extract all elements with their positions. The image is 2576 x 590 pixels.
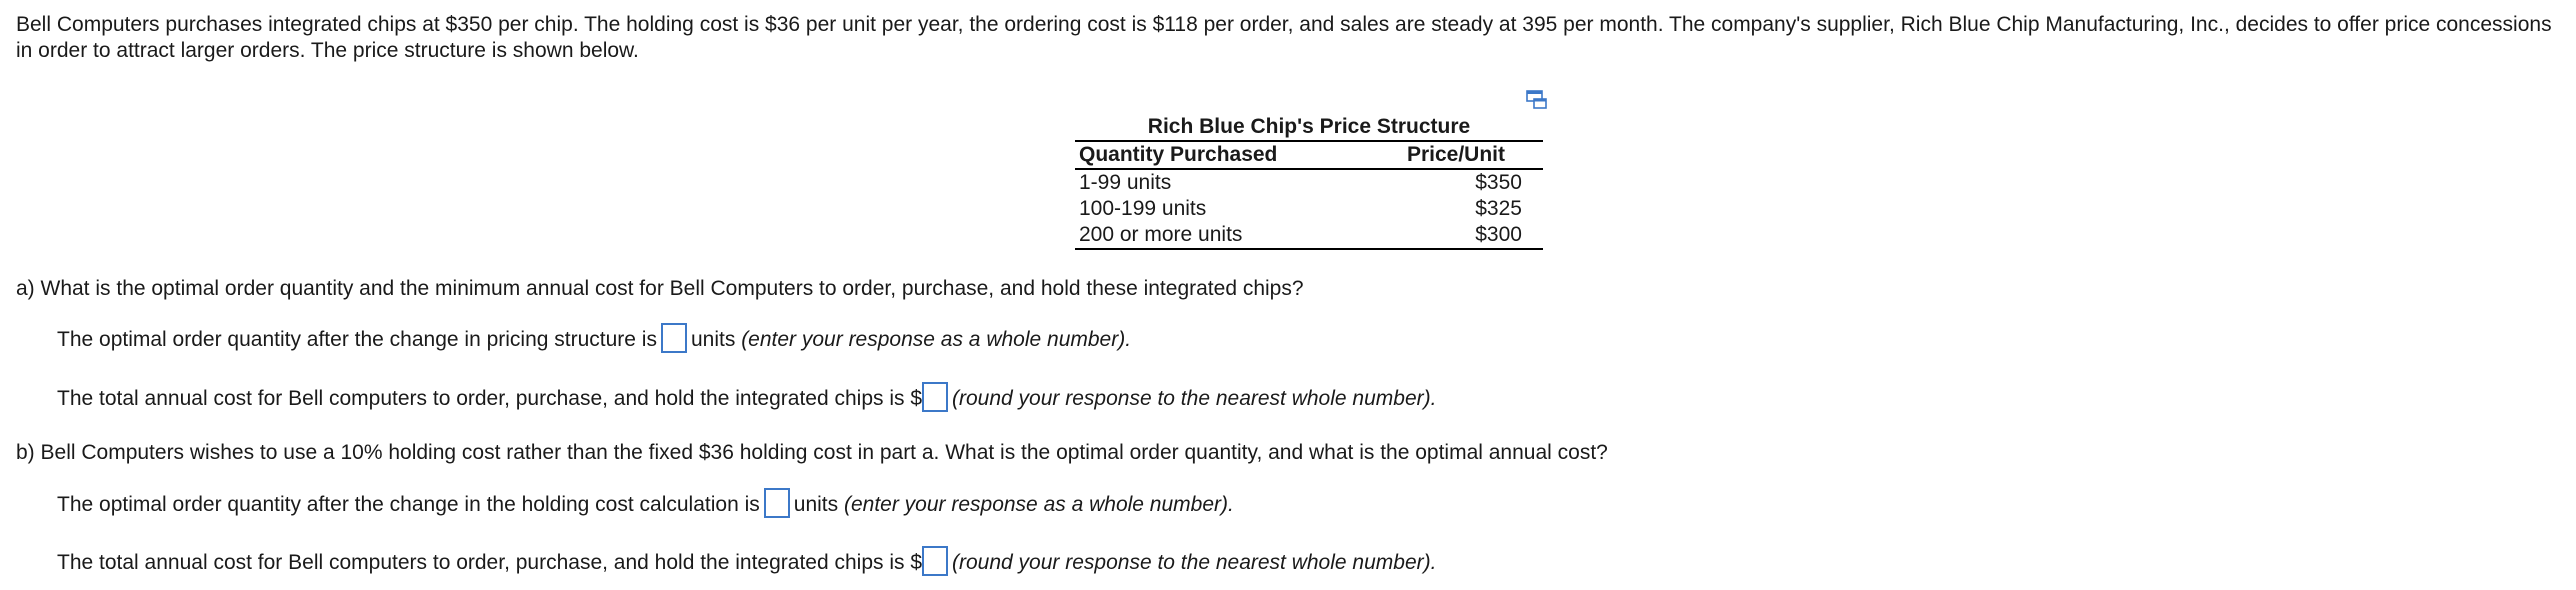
part-b-quantity-input[interactable] — [764, 488, 790, 518]
part-b-cost-hint: (round your response to the nearest whole number). — [952, 551, 1437, 574]
part-b-quantity-units: units — [793, 493, 839, 516]
part-a-question: a) What is the optimal order quantity and the minimum annual cost for Bell Computers to order, purchase, and hold these integrated chips? — [16, 277, 1304, 300]
part-b-question: b) Bell Computers wishes to use a 10% holding cost rather than the fixed $36 holding cost in part a. What is the optimal order quantity, and what is the optimal annual cost? — [16, 441, 1608, 464]
quantity-cell: 100-199 units — [1079, 197, 1207, 220]
part-b-quantity-line — [57, 490, 1234, 520]
quantity-cell: 200 or more units — [1075, 222, 1318, 249]
part-a-quantity-prefix: The optimal order quantity after the change in pricing structure is — [57, 328, 657, 351]
price-cell: $325 — [1475, 197, 1522, 220]
part-b-cost-line — [57, 548, 1436, 578]
copy-table-icon[interactable] — [1525, 89, 1549, 111]
part-a-cost-input[interactable] — [922, 382, 948, 412]
part-a-quantity-hint: (enter your response as a whole number). — [741, 328, 1132, 351]
part-b-cost-prefix: The total annual cost for Bell computers to order, purchase, and hold the integrated chips is $ — [57, 551, 923, 574]
table-title: Rich Blue Chip's Price Structure — [1147, 115, 1471, 138]
table-row — [1075, 196, 1543, 222]
price-cell: $350 — [1475, 171, 1522, 194]
table-header-row — [1075, 141, 1543, 169]
table-row — [1075, 222, 1543, 249]
problem-statement: Bell Computers purchases integrated chips at $350 per chip. The holding cost is $36 per unit per year, the ordering cost is $118 per order, and sales are steady at 395 per month. The company's supplier, Rich Blue Chip Manufacturing, Inc., decides to offer price concessions in order to attract larger orders. The price structure is shown below. — [16, 13, 2552, 62]
table-row — [1075, 169, 1543, 196]
part-a-quantity-units: units — [690, 328, 736, 351]
part-a-quantity-line — [57, 325, 1131, 355]
part-b-quantity-hint: (enter your response as a whole number). — [843, 493, 1234, 516]
quantity-cell: 1-99 units — [1079, 171, 1172, 194]
header-quantity: Quantity Purchased — [1075, 141, 1318, 169]
part-b-quantity-prefix: The optimal order quantity after the change in the holding cost calculation is — [57, 493, 760, 516]
price-structure-table — [1075, 114, 1543, 250]
part-a-quantity-input[interactable] — [661, 323, 687, 353]
part-b-cost-input[interactable] — [922, 546, 948, 576]
header-price: Price/Unit — [1318, 141, 1543, 169]
part-a-cost-prefix: The total annual cost for Bell computers to order, purchase, and hold the integrated chips is $ — [57, 387, 923, 410]
part-a-cost-hint: (round your response to the nearest whole number). — [952, 387, 1437, 410]
part-a-cost-line — [57, 384, 1436, 414]
price-table — [1075, 140, 1543, 250]
price-cell: $300 — [1318, 222, 1543, 249]
